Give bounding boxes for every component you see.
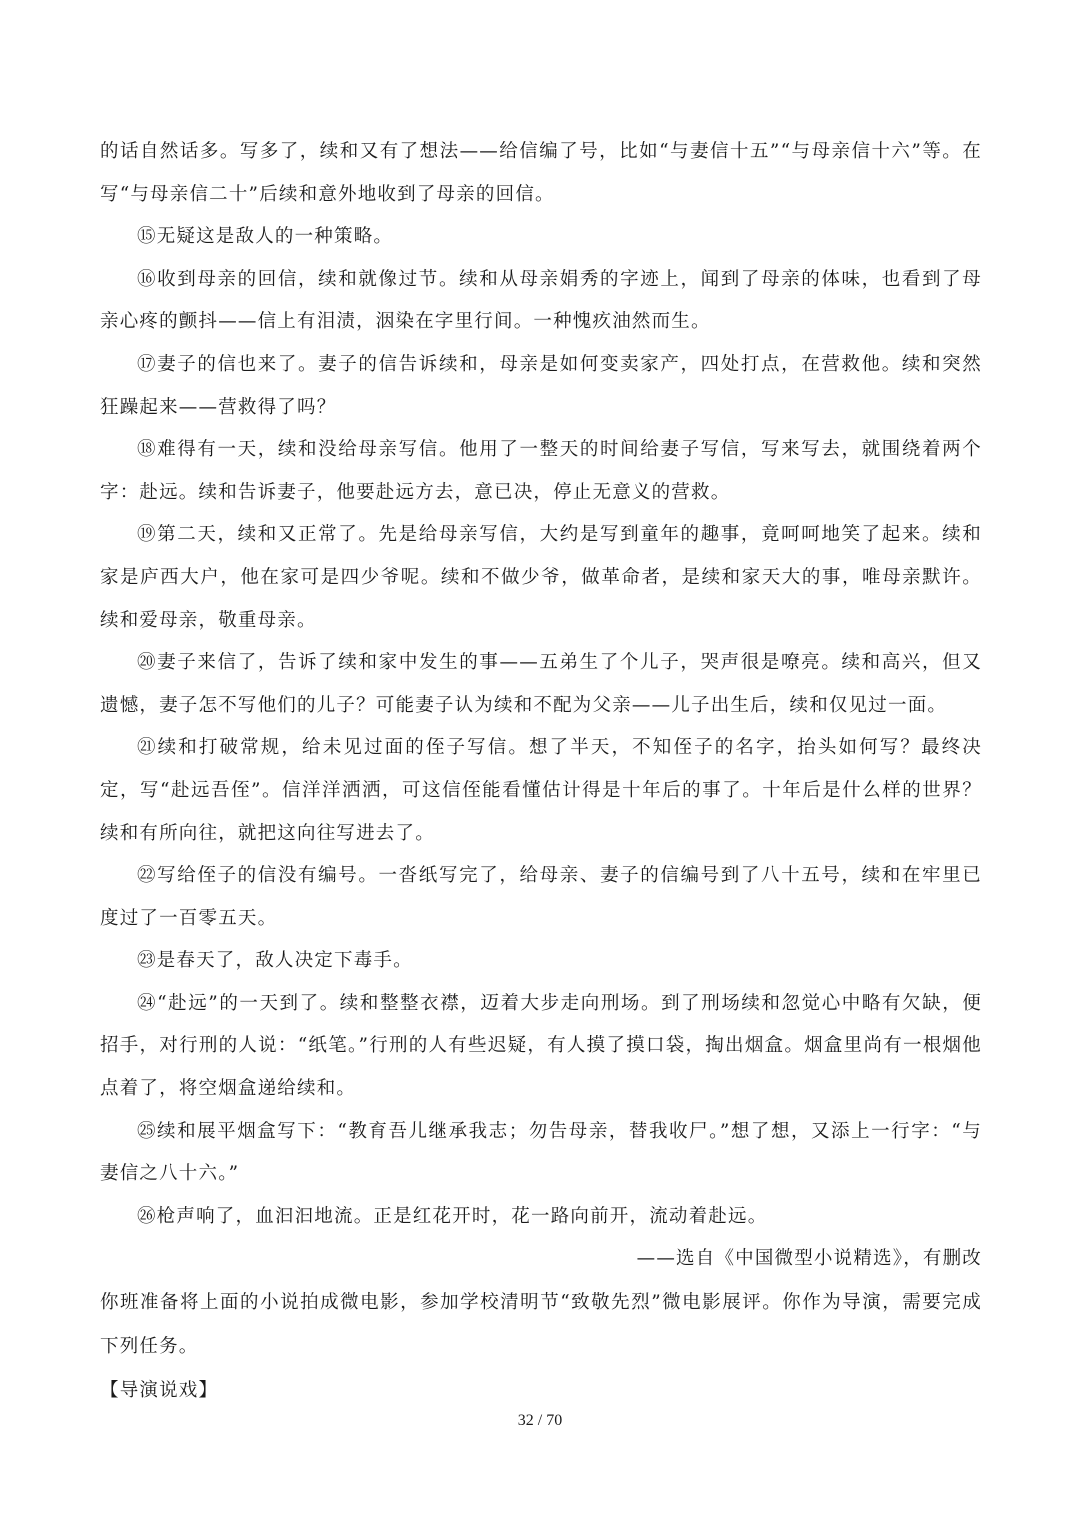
- source-citation: ——选自《中国微型小说精选》，有删改: [636, 1248, 982, 1270]
- task-instruction: 你班准备将上面的小说拍成微电影，参加学校清明节“致敬先烈”微电影展评。你作为导演，需要完成下列任务。: [100, 1292, 982, 1358]
- paragraph-20: ⑳妻子来信了，告诉了续和家中发生的事——五弟生了个儿子，哭声很是嘹亮。续和高兴，但又遗憾，妻子怎不写他们的儿子？可能妻子认为续和不配为父亲——儿子出生后，续和仅见过一面。: [100, 652, 982, 716]
- paragraph-continuation: 的话自然话多。写多了，续和又有了想法——给信编了号，比如“与妻信十五”“与母亲信十六”等。在写“与母亲信二十”后续和意外地收到了母亲的回信。: [100, 141, 982, 205]
- paragraph-26: ㉖枪声响了，血汩汩地流。正是红花开时，花一路向前开，流动着赴远。: [137, 1205, 768, 1227]
- paragraph-22: ㉒写给侄子的信没有编号。一沓纸写完了，给母亲、妻子的信编号到了八十五号，续和在牢里已度过了一百零五天。: [100, 865, 982, 929]
- paragraph-23: ㉓是春天了，敌人决定下毒手。: [137, 950, 413, 972]
- section-title: 【导演说戏】: [100, 1380, 219, 1402]
- page-number: 32 / 70: [517, 1412, 563, 1429]
- paragraph-19: ⑲第二天，续和又正常了。先是给母亲写信，大约是写到童年的趣事，竟呵呵地笑了起来。续和家是庐西大户，他在家可是四少爷呢。续和不做少爷，做革命者，是续和家天大的事，唯母亲默许。续和爱母亲，敬重母亲。: [100, 524, 982, 631]
- paragraph-15: ⑮无疑这是敌人的一种策略。: [137, 226, 394, 248]
- paragraph-16: ⑯收到母亲的回信，续和就像过节。续和从母亲娟秀的字迹上，闻到了母亲的体味，也看到了母亲心疼的颤抖——信上有泪渍，洇染在字里行间。一种愧疚油然而生。: [100, 268, 982, 333]
- paragraph-18: ⑱难得有一天，续和没给母亲写信。他用了一整天的时间给妻子写信，写来写去，就围绕着两个字：赴远。续和告诉妻子，他要赴远方去，意已决，停止无意义的营救。: [100, 439, 982, 503]
- paragraph-17: ⑰妻子的信也来了。妻子的信告诉续和，母亲是如何变卖家产，四处打点，在营救他。续和突然狂躁起来——营救得了吗？: [100, 353, 982, 418]
- article-body: [100, 131, 982, 1413]
- paragraph-25: ㉕续和展平烟盒写下：“教育吾儿继承我志；勿告母亲，替我收尸。”想了想，又添上一行字：“与妻信之八十六。”: [100, 1120, 982, 1185]
- paragraph-24: ㉔“赴远”的一天到了。续和整整衣襟，迈着大步走向刑场。到了刑场续和忽觉心中略有欠缺，便招手，对行刑的人说：“纸笔。”行刑的人有些迟疑，有人摸了摸口袋，掏出烟盒。烟盒里尚有一根烟他点着了，将空烟盒递给续和。: [100, 992, 982, 1100]
- paragraph-21: ㉑续和打破常规，给未见过面的侄子写信。想了半天，不知侄子的名字，抬头如何写？最终决定，写“赴远吾侄”。信洋洋洒洒，可这信侄能看懂估计得是十年后的事了。十年后是什么样的世界？续和有所向往，就把这向往写进去了。: [100, 737, 982, 844]
